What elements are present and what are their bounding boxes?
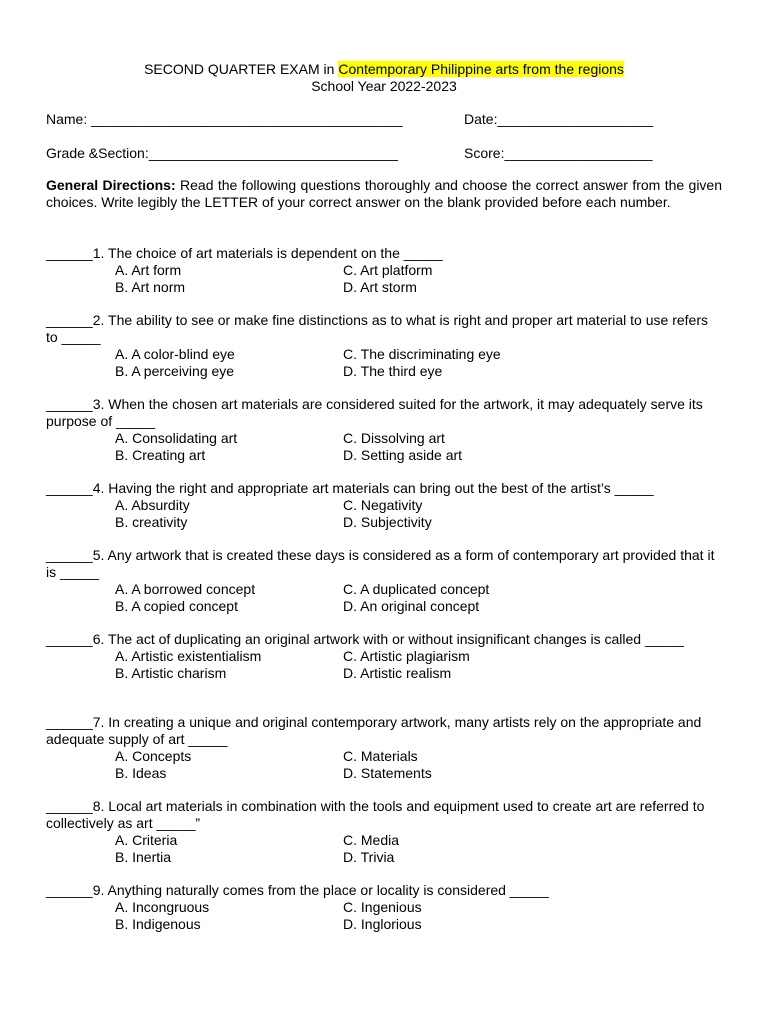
question-stem: ______2. The ability to see or make fine distinctions as to what is right and proper art material to use refers to _____ [46, 312, 708, 345]
choice-c: C. Ingenious [343, 899, 422, 915]
choice-d: D. Subjectivity [343, 514, 432, 530]
choice-b: B. Creating art [115, 447, 206, 463]
choice-c: C. Negativity [343, 497, 423, 513]
choice-a: A. Absurdity [115, 497, 190, 513]
question-8 [46, 798, 722, 866]
question-9 [46, 882, 722, 933]
choice-d: D. Statements [343, 765, 432, 781]
choice-d: D. Artistic realism [343, 665, 452, 681]
choice-b: B. creativity [115, 514, 188, 530]
question-stem: ______1. The choice of art materials is dependent on the _____ [46, 245, 443, 261]
date-field[interactable]: Date:____________________ [464, 111, 654, 127]
directions-label: General Directions: [46, 177, 176, 193]
choice-a: A. Artistic existentialism [115, 648, 262, 664]
choice-d: D. Setting aside art [343, 447, 463, 463]
question-stem: ______8. Local art materials in combination with the tools and equipment used to create art are referred to collectively as art _____” [46, 798, 705, 831]
choice-a: A. Incongruous [115, 899, 210, 915]
question-stem: ______6. The act of duplicating an original artwork with or without insignificant changes is called _____ [46, 631, 684, 647]
choice-b: B. A perceiving eye [115, 363, 235, 379]
name-field[interactable]: Name: ________________________________________ [46, 111, 403, 127]
choice-a: A. A color-blind eye [115, 346, 235, 362]
choice-d: D. The third eye [343, 363, 443, 379]
question-5 [46, 547, 722, 615]
choice-a: A. Art form [115, 262, 182, 278]
choice-c: C. The discriminating eye [343, 346, 501, 362]
title-prefix: SECOND QUARTER EXAM in [144, 61, 339, 77]
choice-b: B. Art norm [115, 279, 186, 295]
subject-highlight: Contemporary Philippine arts from the regions [338, 61, 624, 77]
question-6 [46, 631, 722, 682]
choice-b: B. Artistic charism [115, 665, 227, 681]
choice-b: B. Ideas [115, 765, 167, 781]
question-7 [46, 714, 722, 782]
choice-c: C. Dissolving art [343, 430, 445, 446]
question-3 [46, 396, 722, 464]
score-field[interactable]: Score:___________________ [464, 145, 653, 161]
directions-text: Read the following questions thoroughly and choose the correct answer from the given choices. Write legibly the LETTER of your correct answer on the blank provided before each number. [46, 177, 723, 210]
choice-a: A. Criteria [115, 832, 178, 848]
choice-c: C. Art platform [343, 262, 433, 278]
question-4 [46, 480, 722, 531]
question-1 [46, 245, 722, 296]
question-stem: ______5. Any artwork that is created these days is considered as a form of contemporary art provided that it is _____ [46, 547, 715, 580]
choice-c: C. Media [343, 832, 400, 848]
question-stem: ______7. In creating a unique and original contemporary artwork, many artists rely on the appropriate and adequate supply of art _____ [46, 714, 702, 747]
choice-b: B. A copied concept [115, 598, 238, 614]
choice-a: A. Consolidating art [115, 430, 238, 446]
choice-d: D. Trivia [343, 849, 395, 865]
general-directions [46, 177, 722, 211]
choice-c: C. Materials [343, 748, 418, 764]
choice-b: B. Inertia [115, 849, 172, 865]
exam-title [0, 61, 768, 78]
choice-d: D. Inglorious [343, 916, 422, 932]
question-stem: ______9. Anything naturally comes from the place or locality is considered _____ [46, 882, 549, 898]
grade-section-field[interactable]: Grade &Section:________________________________ [46, 145, 398, 161]
question-stem: ______4. Having the right and appropriate art materials can bring out the best of the artist’s _____ [46, 480, 654, 496]
choice-b: B. Indigenous [115, 916, 201, 932]
exam-header [0, 61, 768, 95]
choice-c: C. A duplicated concept [343, 581, 490, 597]
choice-d: D. Art storm [343, 279, 417, 295]
choice-c: C. Artistic plagiarism [343, 648, 470, 664]
question-stem: ______3. When the chosen art materials are considered suited for the artwork, it may adequately serve its purpose of _____ [46, 396, 703, 429]
choice-a: A. Concepts [115, 748, 192, 764]
question-2 [46, 312, 722, 380]
school-year: School Year 2022-2023 [311, 78, 457, 94]
choice-a: A. A borrowed concept [115, 581, 256, 597]
choice-d: D. An original concept [343, 598, 480, 614]
